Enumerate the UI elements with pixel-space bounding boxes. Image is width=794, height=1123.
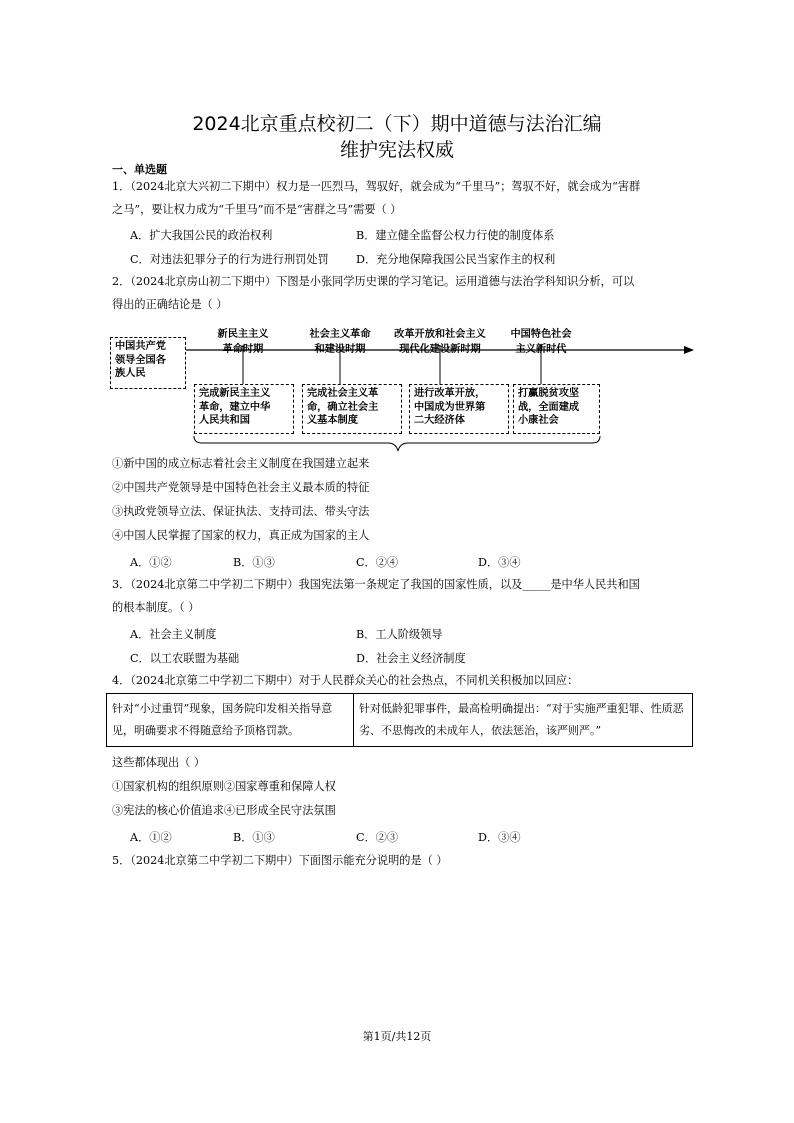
q1-line2: 之马”，要让权力成为“千里马”而不是“害群之马”需要（ ） — [112, 203, 402, 216]
q4-table-cell-left: 针对“小过重罚”现象，国务院印发相关指导意见，明确要求不得随意给予顶格罚款。 — [107, 694, 354, 747]
q2-statement-1: ①新中国的成立标志着社会主义制度在我国建立起来 — [112, 457, 370, 470]
achievement-box-3: 进行改革开放， 中国成为世界第 二大经济体 — [409, 384, 509, 434]
q1-line1: 1．（2024北京大兴初二下期中）权力是一匹烈马，驾驭好，就会成为“千里马”；驾驭不好，就会成为“害群 — [112, 180, 641, 193]
section-heading: 一、单选题 — [112, 163, 167, 176]
q4-option-a: A．①② — [130, 831, 172, 844]
q4-table-cell-right: 针对低龄犯罪事件，最高检明确提出：“对于实施严重犯罪、性质恶劣、不思悔改的未成年人，依法惩治，该严则严。” — [354, 694, 693, 747]
q3-line2: 的根本制度。（ ） — [112, 601, 200, 614]
q1-option-b: B．建立健全监督公权力行使的制度体系 — [356, 229, 555, 242]
q2-statement-2: ②中国共产党领导是中国特色社会主义最本质的特征 — [112, 481, 370, 494]
table-row — [107, 694, 693, 747]
period-label-4: 中国特色社会 主义新时代 — [510, 329, 572, 355]
q2-line1: 2．（2024北京房山初二下期中）下图是小张同学历史课的学习笔记。运用道德与法治学科知识分析，可以 — [112, 275, 635, 288]
achievement-box-2: 完成社会主义革 命，确立社会主 义基本制度 — [302, 384, 402, 434]
q4-line1: 4．（2024北京第二中学初二下期中）对于人民群众关心的社会热点，不同机关积极加以回应： — [112, 674, 579, 687]
page-subtitle: 维护宪法权威 — [339, 139, 454, 161]
q4-after: 这些都体现出（ ） — [112, 756, 206, 769]
achievement-box-1: 完成新民主主义 革命，建立中华 人民共和国 — [194, 384, 294, 434]
q2-line2: 得出的正确结论是（ ） — [112, 298, 228, 311]
page-title: 2024北京重点校初二（下）期中道德与法治汇编 — [192, 113, 602, 135]
period-label-2: 社会主义革命 和建设时期 — [309, 329, 371, 355]
q1-option-d: D．充分地保障我国公民当家作主的权利 — [356, 253, 556, 266]
q2-statement-4: ④中国人民掌握了国家的权力，真正成为国家的主人 — [112, 529, 370, 542]
q4-option-c: C．②③ — [356, 831, 399, 844]
q4-table — [106, 693, 693, 747]
q5-line1: 5．（2024北京第二中学初二下期中）下面图示能充分说明的是（ ） — [112, 854, 448, 867]
q4-option-b: B．①③ — [233, 831, 275, 844]
q3-option-b: B．工人阶级领导 — [356, 628, 443, 641]
q3-line1: 3．（2024北京第二中学初二下期中）我国宪法第一条规定了我国的国家性质，以及_____是中华人民共和国 — [112, 578, 640, 591]
q3-option-c: C．以工农联盟为基础 — [130, 652, 240, 665]
period-label-3: 改革开放和社会主义 现代化建设新时期 — [394, 329, 486, 355]
q1-option-c: C．对违法犯罪分子的行为进行刑罚处罚 — [130, 253, 329, 266]
q3-option-a: A．社会主义制度 — [130, 628, 217, 641]
q2-statement-3: ③执政党领导立法、保证执法、支持司法、带头守法 — [112, 505, 370, 518]
q3-option-d: D．社会主义经济制度 — [356, 652, 466, 665]
q2-option-b: B．①③ — [233, 556, 275, 569]
brace — [194, 436, 600, 451]
q1-option-a: A．扩大我国公民的政治权利 — [130, 229, 273, 242]
timeline-arrowhead — [684, 346, 694, 354]
diagram-start-box: 中国共产党 领导全国各 族人民 — [110, 337, 186, 389]
q4-statement-1: ①国家机构的组织原则②国家尊重和保障人权 — [112, 780, 336, 793]
period-label-1: 新民主主义 革命时期 — [217, 329, 269, 355]
q2-option-d: D．③④ — [478, 556, 521, 569]
q2-option-a: A．①② — [130, 556, 172, 569]
achievement-box-4: 打赢脱贫攻坚 战，全面建成 小康社会 — [513, 384, 600, 434]
q2-option-c: C．②④ — [356, 556, 399, 569]
page-footer: 第1页/共12页 — [362, 1030, 432, 1043]
q4-statement-2: ③宪法的核心价值追求④已形成全民守法氛围 — [112, 804, 336, 817]
q4-option-d: D．③④ — [478, 831, 521, 844]
